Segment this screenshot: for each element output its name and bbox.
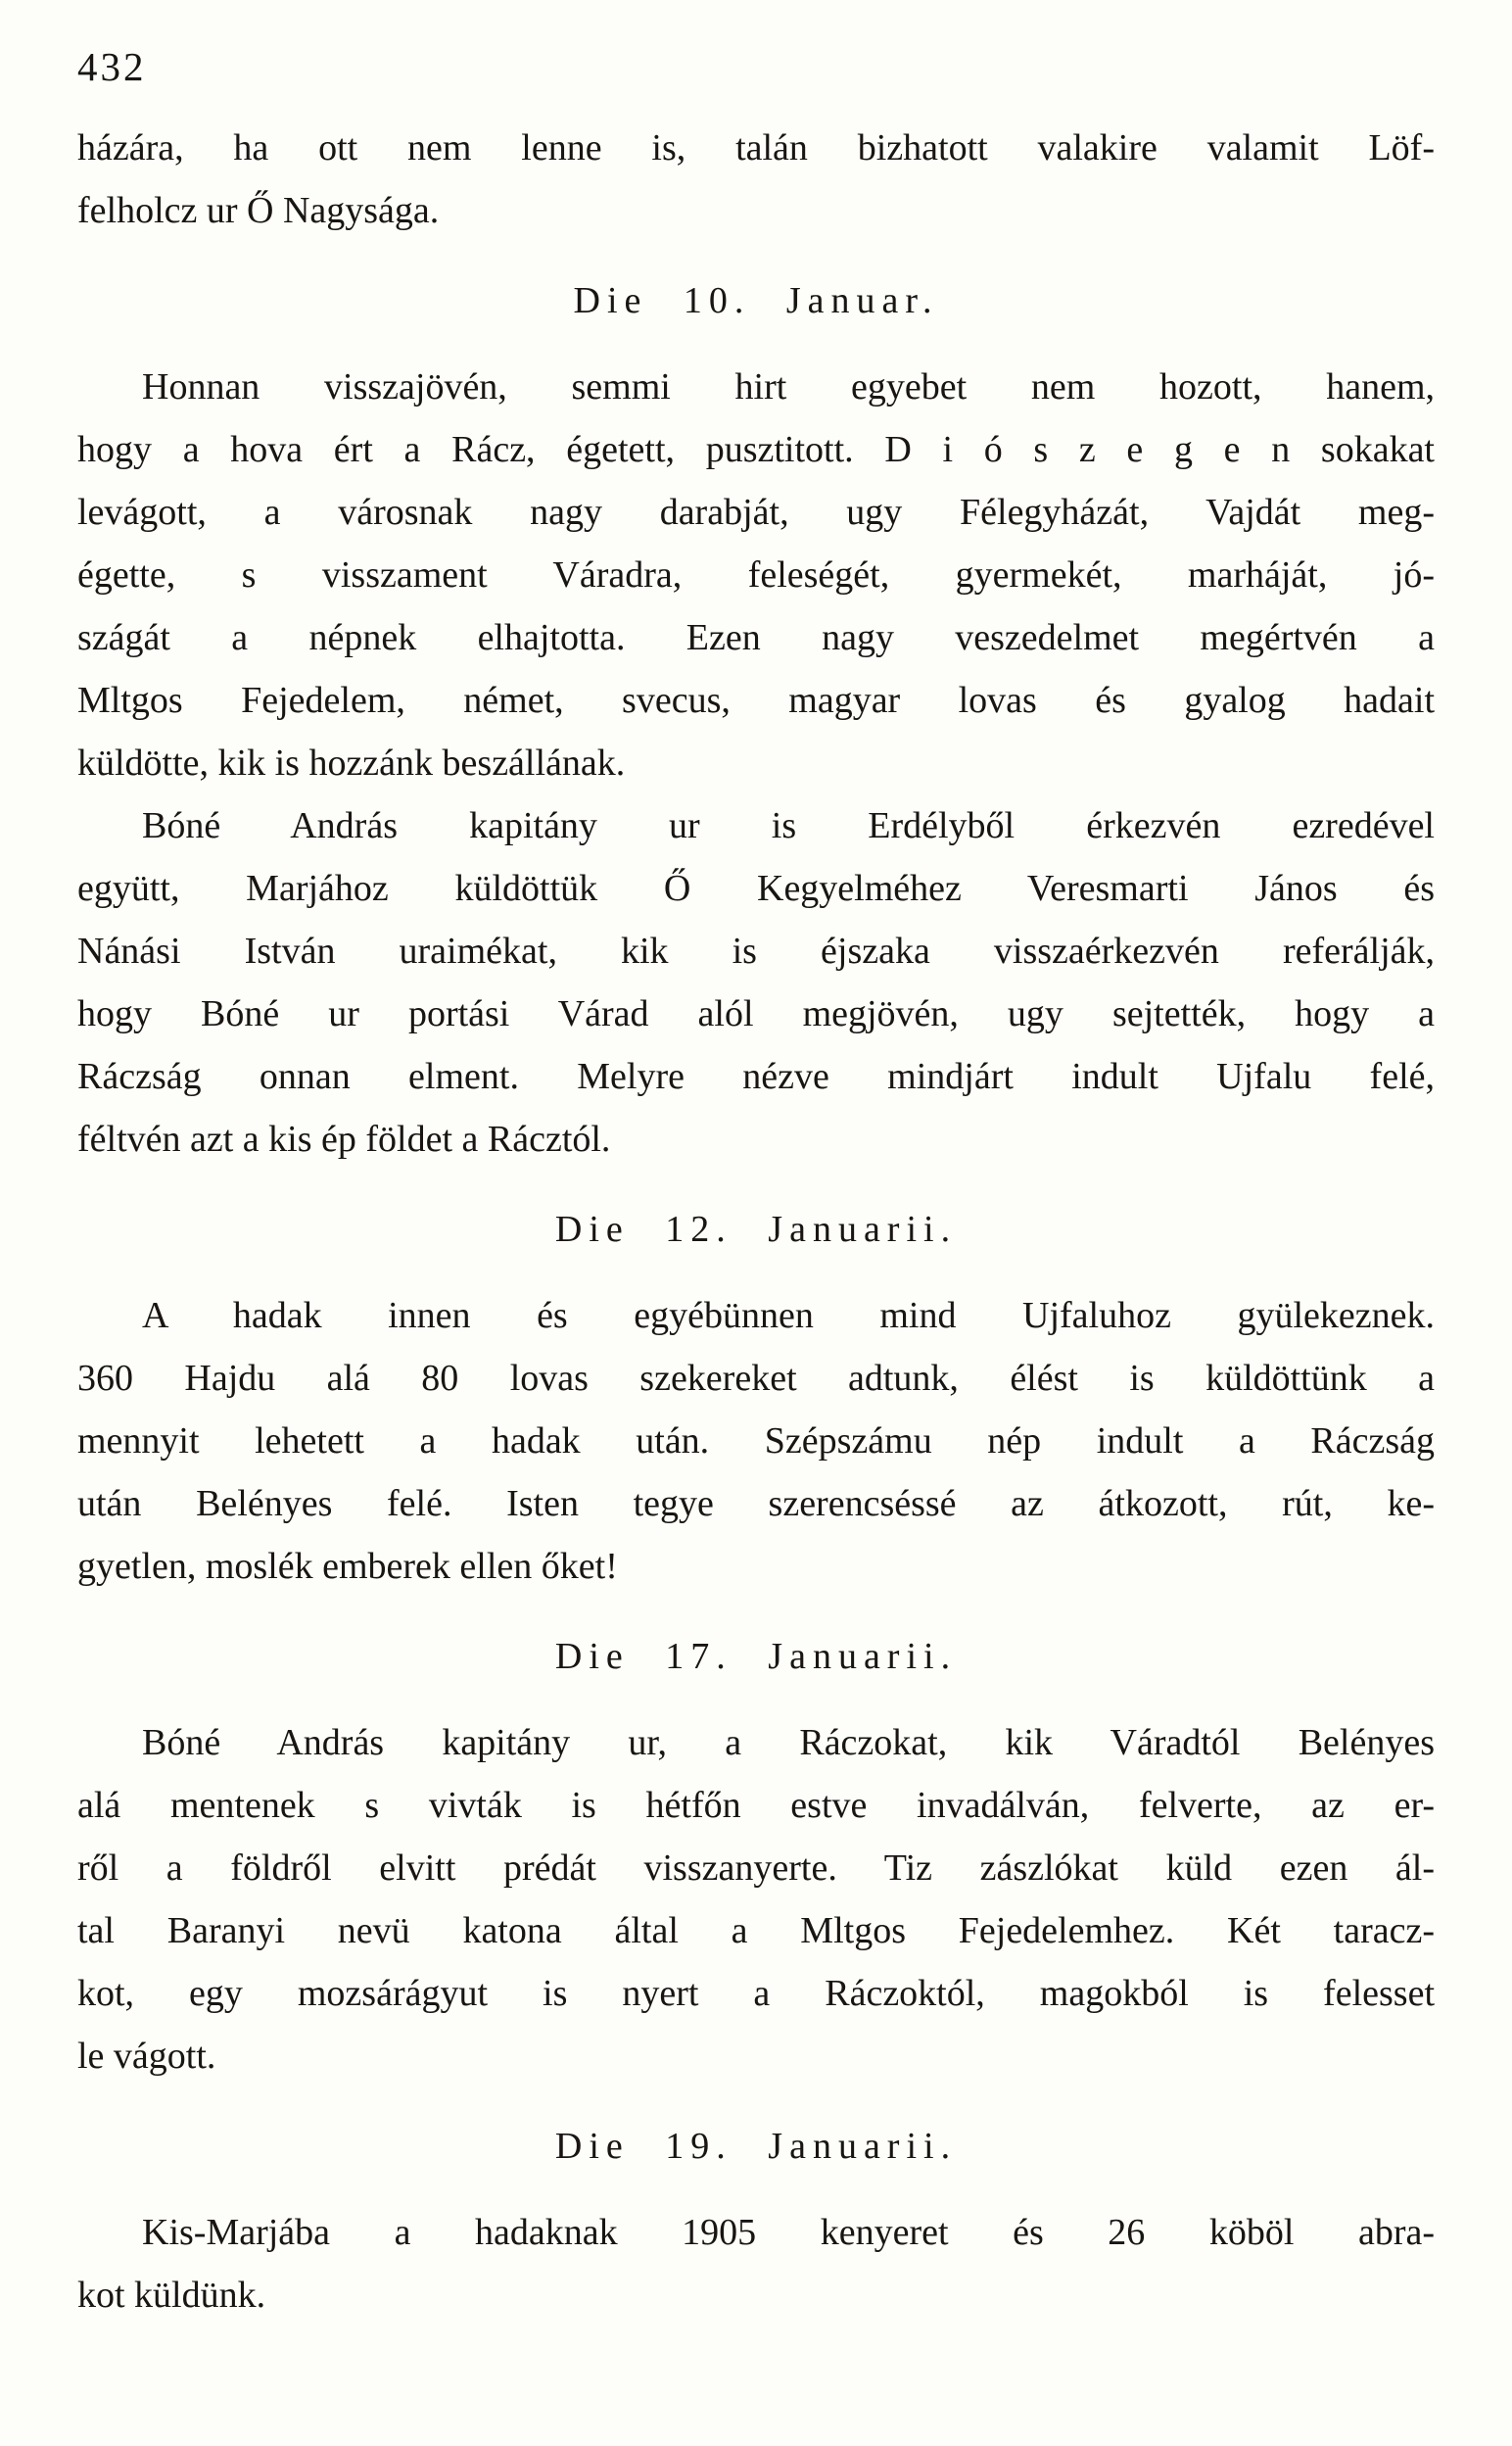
text-line: küldötte, kik is hozzánk beszállának. (77, 743, 626, 785)
text-line: szágát a népnek elhajtotta. Ezen nagy veszedelmet megértvén a (77, 617, 1435, 659)
paragraph (77, 1284, 1435, 1598)
paragraph (77, 1711, 1435, 2087)
text-line: levágott, a városnak nagy darabját, ugy Félegyházát, Vajdát meg- (77, 492, 1435, 534)
text-line: Bóné András kapitány ur, a Ráczokat, kik Váradtól Belényes (142, 1722, 1435, 1764)
page-content (77, 117, 1435, 2326)
text-line: Kis-Marjába a hadaknak 1905 kenyeret és 26 köböl abra- (142, 2212, 1435, 2254)
text-line: hogy a hova ért a Rácz, égetett, pusztitott. D i ó s z e g e n sokakat (77, 429, 1435, 471)
paragraph (77, 794, 1435, 1171)
text-line: Ráczság onnan elment. Melyre nézve mindjárt indult Ujfalu felé, (77, 1056, 1435, 1098)
text-line: Mltgos Fejedelem, német, svecus, magyar lovas és gyalog hadait (77, 680, 1435, 722)
paragraph (77, 117, 1435, 242)
paragraph (77, 356, 1435, 794)
text-line: kot küldünk. (77, 2275, 266, 2317)
text-line: alá mentenek s vivták is hétfőn estve invadálván, felverte, az er- (77, 1785, 1435, 1827)
date-heading: Die 17. Januarii. (554, 1636, 958, 1678)
paragraph (77, 2201, 1435, 2326)
text-line: hogy Bóné ur portási Várad alól megjövén, ugy sejtették, hogy a (77, 993, 1435, 1035)
date-heading: Die 10. Januar. (573, 280, 939, 322)
text-line: le vágott. (77, 2036, 216, 2078)
text-line: házára, ha ott nem lenne is, talán bizhatott valakire valamit Löf- (77, 127, 1435, 169)
text-line: mennyit lehetett a hadak után. Szépszámu nép indult a Ráczság (77, 1420, 1435, 1463)
text-line: együtt, Marjához küldöttük Ő Kegyelméhez Veresmarti János és (77, 868, 1435, 910)
date-heading: Die 19. Januarii. (554, 2126, 958, 2168)
text-line: kot, egy mozsárágyut is nyert a Ráczoktól, magokból is felesset (77, 1973, 1435, 2015)
text-line: A hadak innen és egyébünnen mind Ujfaluhoz gyülekeznek. (142, 1295, 1435, 1337)
text-line: égette, s visszament Váradra, feleségét, gyermekét, marháját, jó- (77, 554, 1435, 597)
text-line: Honnan visszajövén, semmi hirt egyebet nem hozott, hanem, (142, 366, 1435, 408)
text-line: felholcz ur Ő Nagysága. (77, 190, 440, 232)
text-line: Bóné András kapitány ur is Erdélyből érkezvén ezredével (142, 805, 1435, 847)
date-heading: Die 12. Januarii. (554, 1209, 958, 1251)
page-number: 432 (77, 44, 147, 89)
text-line: Nánási István uraimékat, kik is éjszaka visszaérkezvén referálják, (77, 931, 1435, 973)
text-line: gyetlen, moslék emberek ellen őket! (77, 1546, 618, 1588)
text-line: ről a földről elvitt prédát visszanyerte. Tiz zászlókat küld ezen ál- (77, 1847, 1435, 1890)
text-line: tal Baranyi nevü katona által a Mltgos Fejedelemhez. Két taracz- (77, 1910, 1435, 1952)
text-line: 360 Hajdu alá 80 lovas szekereket adtunk, élést is küldöttünk a (77, 1358, 1435, 1400)
text-line: után Belényes felé. Isten tegye szerencséssé az átkozott, rút, ke- (77, 1483, 1435, 1525)
text-line: féltvén azt a kis ép földet a Rácztól. (77, 1119, 611, 1161)
